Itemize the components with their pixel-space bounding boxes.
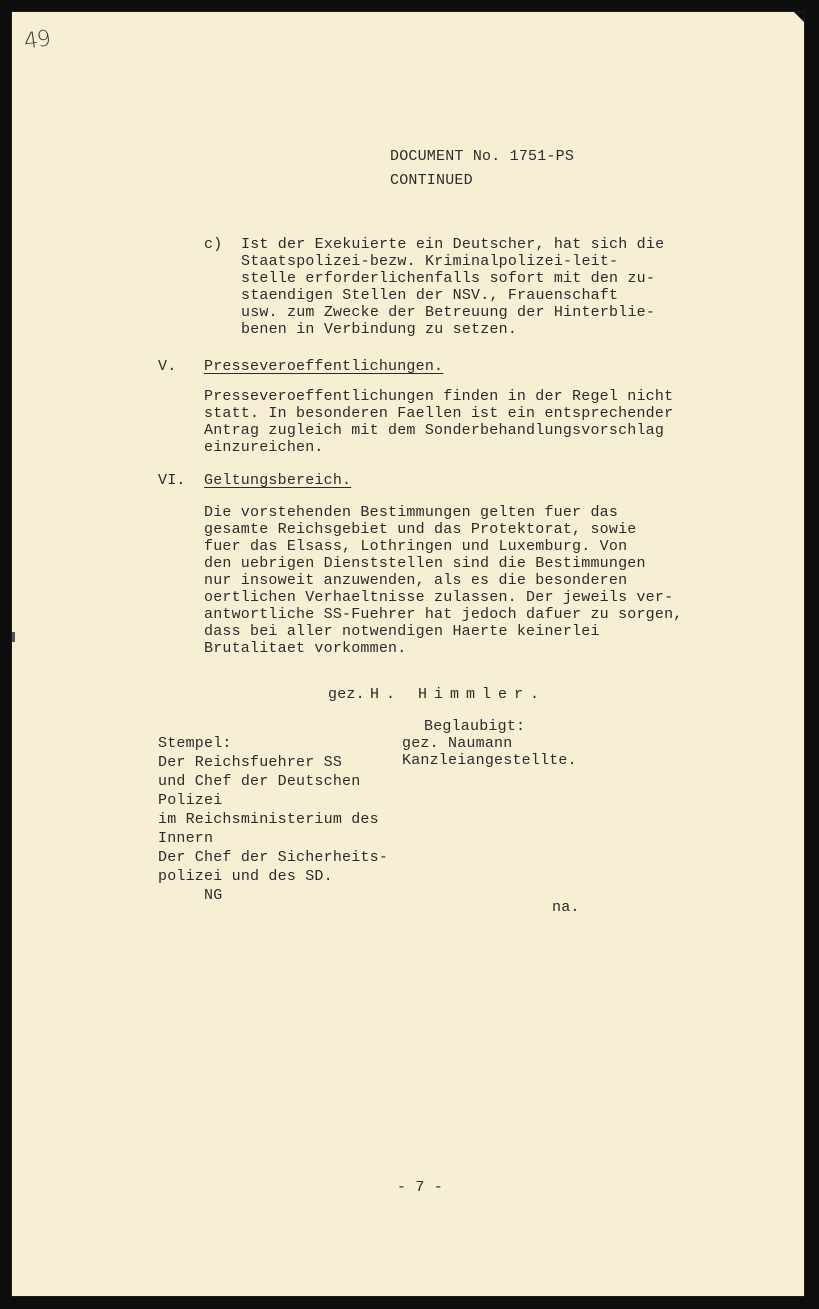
- section-vi-line: gesamte Reichsgebiet und das Protektorat, sowie: [204, 521, 637, 538]
- section-vi-line: nur insoweit anzuwenden, als es die besonderen: [204, 572, 628, 589]
- section-vi-heading: Geltungsbereich.: [204, 472, 352, 489]
- section-v-line: einzureichen.: [204, 439, 324, 456]
- section-vi-line: Brutalitaet vorkommen.: [204, 640, 407, 657]
- section-vi-line: den uebrigen Dienststellen sind die Bestimmungen: [204, 555, 646, 572]
- section-v-heading: Presseveroeffentlichungen.: [204, 358, 444, 375]
- stamp-line: Innern: [158, 830, 214, 847]
- section-vi-line: antwortliche SS-Fuehrer hat jedoch dafuer zu sorgen,: [204, 606, 683, 623]
- section-v-line: statt. In besonderen Faellen ist ein entsprechender: [204, 405, 674, 422]
- section-vi-line: Die vorstehenden Bestimmungen gelten fuer das: [204, 504, 619, 521]
- section-v-numeral: V.: [158, 358, 177, 375]
- section-c-line: Staatspolizei-bezw. Kriminalpolizei-leit-: [241, 253, 619, 270]
- section-vi-numeral: VI.: [158, 472, 186, 489]
- stamp-line: Der Chef der Sicherheits-: [158, 849, 389, 866]
- stamp-line: und Chef der Deutschen: [158, 773, 361, 790]
- section-v-line: Presseveroeffentlichungen finden in der Regel nicht: [204, 388, 674, 405]
- page-number: - 7 -: [397, 1179, 444, 1196]
- section-c-line: benen in Verbindung zu setzen.: [241, 321, 518, 338]
- section-v-line: Antrag zugleich mit dem Sonderbehandlungsvorschlag: [204, 422, 665, 439]
- section-c-line: stelle erforderlichenfalls sofort mit den zu-: [241, 270, 656, 287]
- typist-initials: na.: [552, 899, 580, 916]
- stamp-line: Polizei: [158, 792, 223, 809]
- signature-name: H. Himmler.: [370, 686, 547, 703]
- stamp-line: Stempel:: [158, 735, 232, 752]
- section-c-label: c): [204, 236, 223, 253]
- section-c-line: usw. zum Zwecke der Betreuung der Hinterblie-: [241, 304, 656, 321]
- section-vi-line: oertlichen Verhaeltnisse zulassen. Der jeweils ver-: [204, 589, 674, 606]
- document-continued: CONTINUED: [390, 172, 473, 189]
- document-title: DOCUMENT No. 1751-PS: [390, 148, 575, 165]
- document-page: [12, 12, 804, 1296]
- section-vi-line: fuer das Elsass, Lothringen und Luxemburg. Von: [204, 538, 628, 555]
- stamp-line: NG: [158, 887, 223, 904]
- certification-line: gez. Naumann: [402, 735, 513, 752]
- section-vi-line: dass bei aller notwendigen Haerte keinerlei: [204, 623, 600, 640]
- section-c-line: staendigen Stellen der NSV., Frauenschaft: [241, 287, 619, 304]
- certification-line: Kanzleiangestellte.: [402, 752, 577, 769]
- stamp-line: im Reichsministerium des: [158, 811, 379, 828]
- certification-line: Beglaubigt:: [424, 718, 526, 735]
- page-corner: [794, 12, 804, 22]
- stamp-line: polizei und des SD.: [158, 868, 333, 885]
- signature-gez: gez.: [328, 686, 365, 703]
- section-c-line: Ist der Exekuierte ein Deutscher, hat sich die: [241, 236, 665, 253]
- margin-mark: [12, 632, 15, 642]
- handwritten-page-mark: 49: [22, 26, 52, 55]
- stamp-line: Der Reichsfuehrer SS: [158, 754, 343, 771]
